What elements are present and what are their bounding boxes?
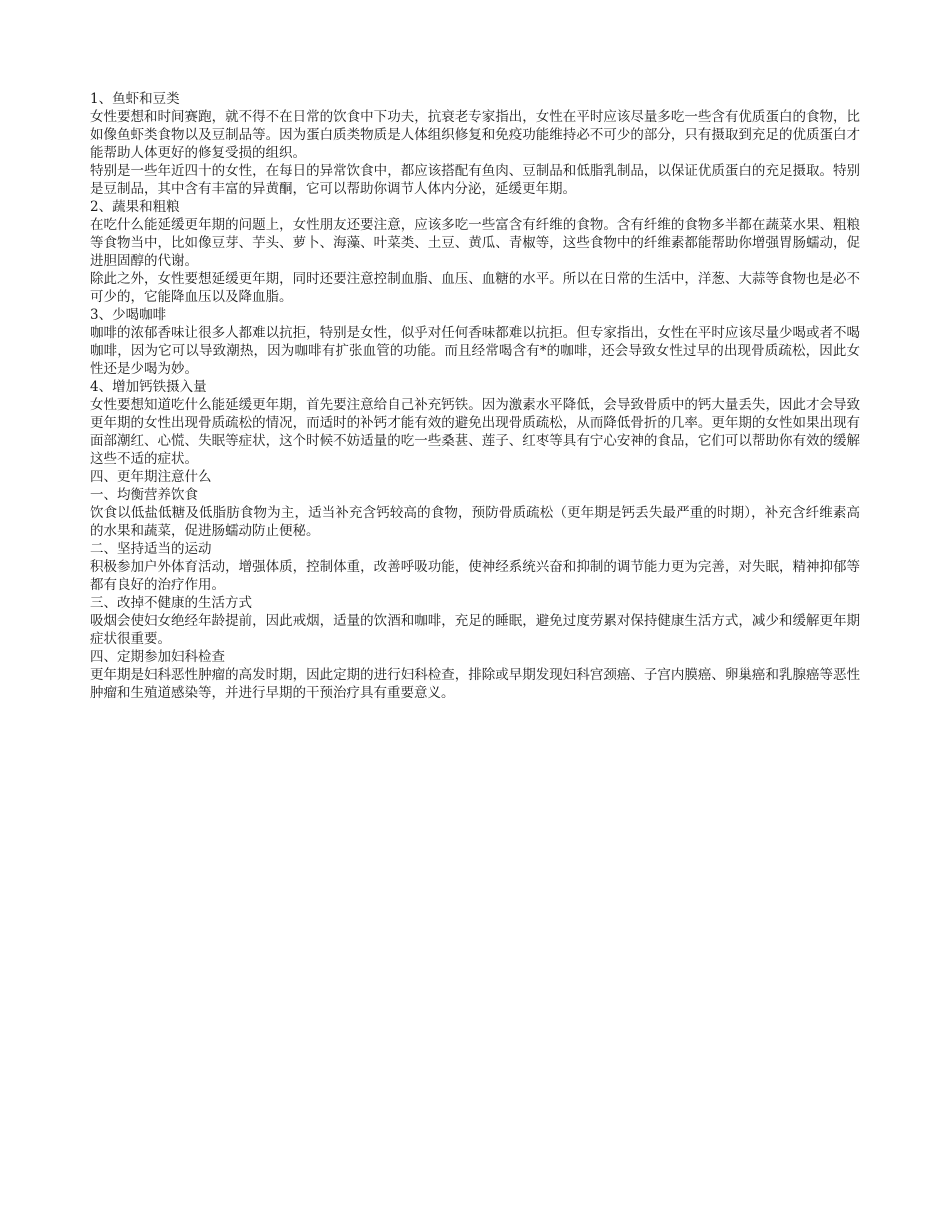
subsection-heading-balanced-diet: 一、均衡营养饮食 <box>90 487 198 503</box>
paragraph-soy-products: 特别是一些年近四十的女性，在每日的异常饮食中，都应该搭配有鱼肉、豆制品和低脂乳制品，以保证优质蛋白的充足摄取。特别是豆制品，其中含有丰富的异黄酮，它可以帮助你调节人体内分泌，延缓更年期。 <box>90 163 860 197</box>
paragraph-gyn-checkup: 更年期是妇科恶性肿瘤的高发时期，因此定期的进行妇科检查，排除或早期发现妇科宫颈癌、子宫内膜癌、卵巢癌和乳腺癌等恶性肿瘤和生殖道感染等，并进行早期的干预治疗具有重要意义。 <box>90 667 860 701</box>
section-heading-calcium-iron: 4、增加钙铁摄入量 <box>90 379 207 395</box>
paragraph-blood-lipids: 除此之外，女性要想延缓更年期，同时还要注意控制血脂、血压、血糖的水平。所以在日常的生活中，洋葱、大蒜等食物也是必不可少的，它能降血压以及降血脂。 <box>90 271 860 305</box>
paragraph-fiber-foods: 在吃什么能延缓更年期的问题上，女性朋友还要注意，应该多吃一些富含有纤维的食物。含有纤维的食物多半都在蔬菜水果、粗粮等食物当中，比如像豆芽、芋头、萝卜、海藻、叶菜类、土豆、黄瓜、青椒等，这些食物中的纤维素都能帮助你增强胃肠蠕动，促进胆固醇的代谢。 <box>90 217 860 269</box>
section-heading-less-coffee: 3、少喝咖啡 <box>90 307 167 323</box>
paragraph-exercise: 积极参加户外体育活动，增强体质，控制体重，改善呼吸功能，使神经系统兴奋和抑制的调节能力更为完善，对失眠，精神抑郁等都有良好的治疗作用。 <box>90 559 860 593</box>
paragraph-protein-intake: 女性要想和时间赛跑，就不得不在日常的饮食中下功夫，抗衰老专家指出，女性在平时应该尽量多吃一些含有优质蛋白的食物，比如像鱼虾类食物以及豆制品等。因为蛋白质类物质是人体组织修复和免疫功能维持必不可少的部分，只有摄取到充足的优质蛋白才能帮助人体更好的修复受损的组织。 <box>90 109 860 161</box>
section-heading-seafood-beans: 1、鱼虾和豆类 <box>90 91 180 107</box>
subsection-heading-exercise: 二、坚持适当的运动 <box>90 541 212 557</box>
document-body <box>90 90 860 702</box>
subsection-heading-gyn-checkup: 四、定期参加妇科检查 <box>90 649 225 665</box>
section-heading-menopause-tips: 四、更年期注意什么 <box>90 469 212 485</box>
subsection-heading-lifestyle: 三、改掉不健康的生活方式 <box>90 595 252 611</box>
section-heading-vegetables-grains: 2、蔬果和粗粮 <box>90 199 180 215</box>
paragraph-balanced-diet: 饮食以低盐低糖及低脂肪食物为主，适当补充含钙较高的食物，预防骨质疏松（更年期是钙丢失最严重的时期），补充含纤维素高的水果和蔬菜，促进肠蠕动防止便秘。 <box>90 505 860 539</box>
paragraph-calcium-iron: 女性要想知道吃什么能延缓更年期，首先要注意给自己补充钙铁。因为激素水平降低，会导致骨质中的钙大量丢失，因此才会导致更年期的女性出现骨质疏松的情况，而适时的补钙才能有效的避免出现骨质疏松，从而降低骨折的几率。更年期的女性如果出现有面部潮红、心慌、失眠等症状，这个时候不妨适量的吃一些桑葚、莲子、红枣等具有宁心安神的食品，它们可以帮助你有效的缓解这些不适的症状。 <box>90 397 860 467</box>
paragraph-coffee: 咖啡的浓郁香味让很多人都难以抗拒，特别是女性，似乎对任何香味都难以抗拒。但专家指出，女性在平时应该尽量少喝或者不喝咖啡，因为它可以导致潮热，因为咖啡有扩张血管的功能。而且经常喝含有*的咖啡，还会导致女性过早的出现骨质疏松，因此女性还是少喝为妙。 <box>90 325 860 377</box>
paragraph-lifestyle: 吸烟会使妇女绝经年龄提前，因此戒烟，适量的饮酒和咖啡，充足的睡眠，避免过度劳累对保持健康生活方式，减少和缓解更年期症状很重要。 <box>90 613 860 647</box>
